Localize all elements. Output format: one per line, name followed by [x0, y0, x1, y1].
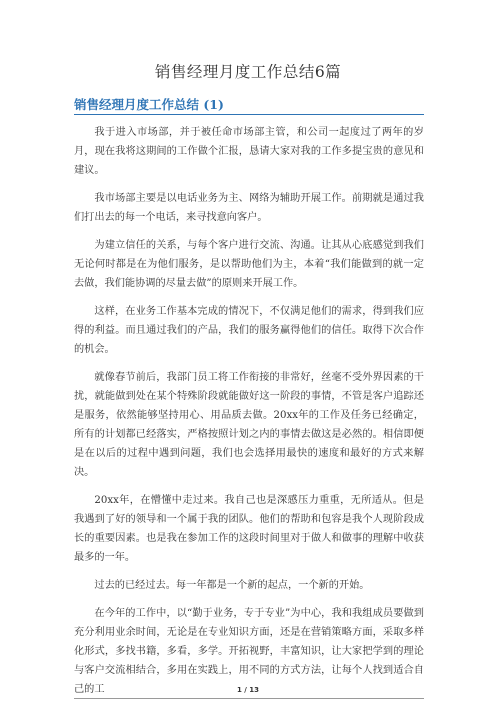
paragraph-2: 我市场部主要是以电话业务为主、网络为辅助开展工作。前期就是通过我们打出去的每一个电话，来寻找意向客户。 [74, 193, 424, 223]
paragraph-1: 我于进入市场部，并于被任命市场部主管，和公司一起度过了两年的岁月，现在我将这期间的工作做个汇报，恳请大家对我的工作多提宝贵的意见和建议。 [74, 127, 424, 176]
page-number: 1 / 13 [236, 686, 260, 694]
paragraph-7: 过去的已经过去。每一年都是一个新的起点，一个新的开始。 [94, 580, 370, 591]
paragraph-4: 这样，在业务工作基本完成的情况下，不仅满足他们的需求，得到我们应得的利益。而且通过我们的产品，我们的服务赢得他们的信任。取得下次合作的机会。 [74, 306, 424, 355]
document-title: 销售经理月度工作总结6篇 [154, 63, 342, 81]
section-heading: 销售经理月度工作总结 (1) [74, 97, 424, 115]
paragraph-8: 在今年的工作中，以“勤于业务，专于专业”为中心，我和我组成员要做到充分利用业余时间，无论是在专业知识方面，还是在营销策略方面，采取多样化形式，多找书籍，多看，多学。开拓视野，丰富知识，让大家把学到的理论与客户交流相结合，多用在实践上，用不同的方式方法，让每个人找到适合自己的工 [74, 608, 424, 695]
paragraph-3: 为建立信任的关系，与每个客户进行交流、沟通。让其从心底感觉到我们无论何时都是在为他们服务，是以帮助他们为主，本着“我们能做到的就一定去做，我们能协调的尽量去做”的原则来开展工作。 [74, 240, 424, 289]
document-body [74, 123, 424, 699]
paragraph-6: 20xx年，在懵懂中走过来。我自己也是深感压力重重，无所适从。但是我遇到了好的领导和一个属于我的团队。他们的帮助和包容是我个人现阶段成长的重要因素。也是我在参加工作的这段时间里对于做人和做事的理解中收获最多的一年。 [74, 495, 424, 563]
paragraph-5: 就像春节前后，我部门员工将工作衔接的非常好，丝毫不受外界因素的干扰，就能做到处在某个特殊阶段就能做好这一阶段的事情，不管是客户追踪还是服务，依然能够坚持用心、用品质去做。20xx年的工作及任务已经确定，所有的计划都已经落实，严格按照计划之内的事情去做这是必然的。相信即便是在以后的过程中遇到问题，我们也会选择用最快的速度和最好的方式来解决。 [74, 372, 424, 478]
footer-divider [74, 698, 424, 699]
